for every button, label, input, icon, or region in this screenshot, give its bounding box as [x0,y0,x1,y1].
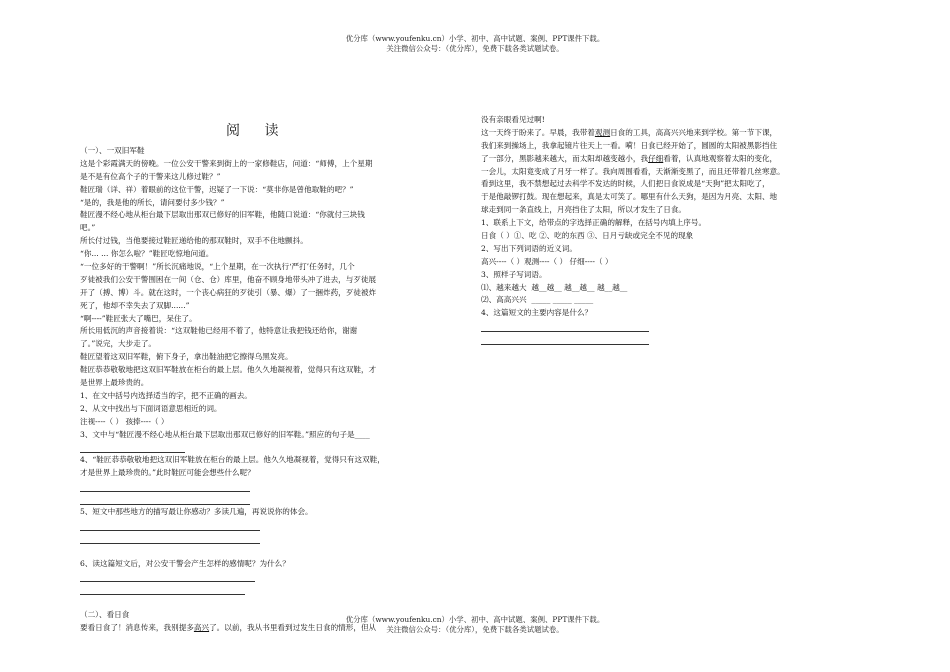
story-2-line: 了一部分，黑影越来越大，而太阳却越变越小，我仔细看着，认真地观察着太阳的变化， [481,153,778,163]
story-1-line: 鞋匠恭恭敬敬地把这双旧军鞋放在柜台的最上层。他久久地凝视着，觉得只有这双鞋，才 [80,365,377,375]
section-1-title: （一）、一双旧军鞋 [80,146,145,155]
page-header [0,34,950,54]
story-1-line: “你... ... 你怎么啦？”鞋匠吃惊地问道。 [80,249,214,259]
question-3: 3、文中与“鞋匠漫不经心地从柜台最下层取出那双已修好的旧军鞋。”照应的句子是____ [80,429,370,439]
story-2-first-line: 要看日食了！消息传来，我别提多高兴了。以前，我从书里看到过发生日食的情形，但从 [80,622,377,632]
story-2-line: 球走到同一条直线上，月亮挡住了太阳，所以才发生了日食。 [481,205,687,215]
story-1-line: 开了（搏、博）斗。就在这时，一个丧心病狂的歹徒引（暴、爆）了一捆炸药，歹徒被炸 [80,287,377,297]
story-1-line: 所长用低沉的声音接着说：“这双鞋他已经用不着了，他特意让我把钱还给你，谢谢 [80,326,358,336]
answer-line[interactable] [481,333,649,345]
answer-line[interactable] [80,532,260,544]
section-2-title: （二）、看日食 [80,610,130,620]
page-title: 阅 读 [226,123,289,139]
answer-line[interactable] [80,583,245,595]
question-2-items: 注视----（ ） 孩捧----（ ） [80,416,169,426]
story-1-line: 鞋匠望着这双旧军鞋，俯下身子，拿出鞋油把它擦得乌黑发亮。 [80,352,293,362]
answer-line[interactable] [80,519,260,531]
story-2-line: 于是他敲锣打鼓。现在想起来，真是太可笑了。哪里有什么天狗，是因为月亮、太阳、地 [481,192,778,202]
story-1-line: 了。”说完，大步走了。 [80,339,157,349]
left-column [80,145,415,635]
story-1-line: 这是个彩霞满天的傍晚。一位公安干警来到街上的一家修鞋店，问道：“师傅，上个星期 [80,158,373,168]
question-r2: 2、写出下列词语的近义词。 [481,243,577,253]
question-r3: 3、照样子写词语。 [481,269,547,279]
question-r2-items: 高兴----（ ）观测----（ ） 仔细----（ ） [481,256,613,266]
question-r1-items: 日食（ ）①、吃 ②、吃的东西 ③、日月亏缺或完全不见的现象 [481,231,694,241]
story-1-line: “是的，我是他的所长，请问要付多少钱？” [80,197,225,207]
story-2-line: 这一天终于盼来了。早晨，我带着观测日食的工具，高高兴兴地来到学校。第一节下课， [481,127,778,137]
story-2-line: 没有亲眼看见过啊! [481,115,545,124]
question-r4: 4、这篇短文的主要内容是什么？ [481,308,593,318]
page-footer [0,615,950,635]
story-1-line: 是世界上最珍贵的。 [80,378,149,388]
story-1-line: “啊----”鞋匠张大了嘴巴，呆住了。 [80,313,197,323]
footer-line-1: 优分库（www.youfenku.cn）小学、初中、高中试题、案例、PPT课件下载。 [345,615,605,624]
story-1-line: 鞋匠瑞（详、祥）着眼前的这位干警，迟疑了一下说：“莫非你是曾他取鞋的吧？” [80,184,354,194]
footer-line-2: 关注微信公众号：（优分库），免费下载各类试题试卷。 [386,625,564,634]
header-line-2: 关注微信公众号：（优分库），免费下载各类试题试卷。 [386,44,564,53]
story-1-line: 吧。” [80,223,96,233]
story-1-line: 所长付过钱，当他要接过鞋匠递给他的那双鞋时，双手不住地颤抖。 [80,236,308,246]
question-r3-a: ⑴、越来越大 越__越__ 越__越__ 越__越__ [481,282,628,292]
question-2: 2、从文中找出与下面词语意思相近的词。 [80,403,222,413]
question-5: 5、短文中那些地方的描写最让你感动？多读几遍，再说说你的体会。 [80,506,313,516]
answer-line[interactable] [80,441,185,453]
header-line-1: 优分库（www.youfenku.cn）小学、初中、高中试题、案例、PPT课件下载。 [345,34,605,43]
story-2-line: 看到这里，我不禁想起过去科学不发达的时候，人们把日食说成是“天狗”把太阳吃了， [481,179,770,189]
answer-line[interactable] [481,320,649,332]
answer-line[interactable] [80,493,250,505]
story-1-line: 是不是有位高个子的干警来这儿修过鞋？” [80,171,221,181]
story-2-line: 一会儿，太阳竟变成了月牙一样了。我向周围看看，天渐渐变黑了，而且还带着几丝寒意。 [481,166,785,176]
story-1-line: 死了，他却不幸失去了双脚......” [80,300,190,310]
question-1: 1、在文中括号内选择适当的字，把不正确的画去。 [80,390,252,400]
question-r1: 1、联系上下文，给带点的字选择正确的解释，在括号内填上序号。 [481,218,707,228]
right-column [481,114,826,346]
question-6: 6、读这篇短文后，对公安干警会产生怎样的感情呢？为什么？ [80,558,290,568]
question-r3-b: ⑵、高高兴兴 _____ _____ _____ [481,295,594,305]
story-1-body [80,158,415,390]
story-1-line: 鞋匠漫不经心地从柜台最下层取出那双已修好的旧军鞋，他随口说道：“你就付三块钱 [80,210,365,220]
question-4b: 才是世界上最珍贵的。”此时鞋匠可能会想些什么呢？ [80,468,255,478]
story-1-line: 歹徒被我们公安干警围困在一间（仓、仓）库里，他奋不顾身地带头冲了进去，与歹徒展 [80,274,377,284]
question-4a: 4、“鞋匠恭恭敬敬地把这双旧军鞋放在柜台的最上层。他久久地凝视着，觉得只有这双鞋， [80,455,385,465]
story-2-line: 我们来到操场上，我拿起镜片往天上一看。嗬！日食已经开始了，圆圆的太阳被黑影挡住 [481,140,778,150]
answer-line[interactable] [80,570,255,582]
story-1-line: “一位多好的干警啊！”所长沉痛地说，“上个星期，在一次执行‘严打’任务时，几个 [80,262,355,272]
answer-line[interactable] [80,480,250,492]
